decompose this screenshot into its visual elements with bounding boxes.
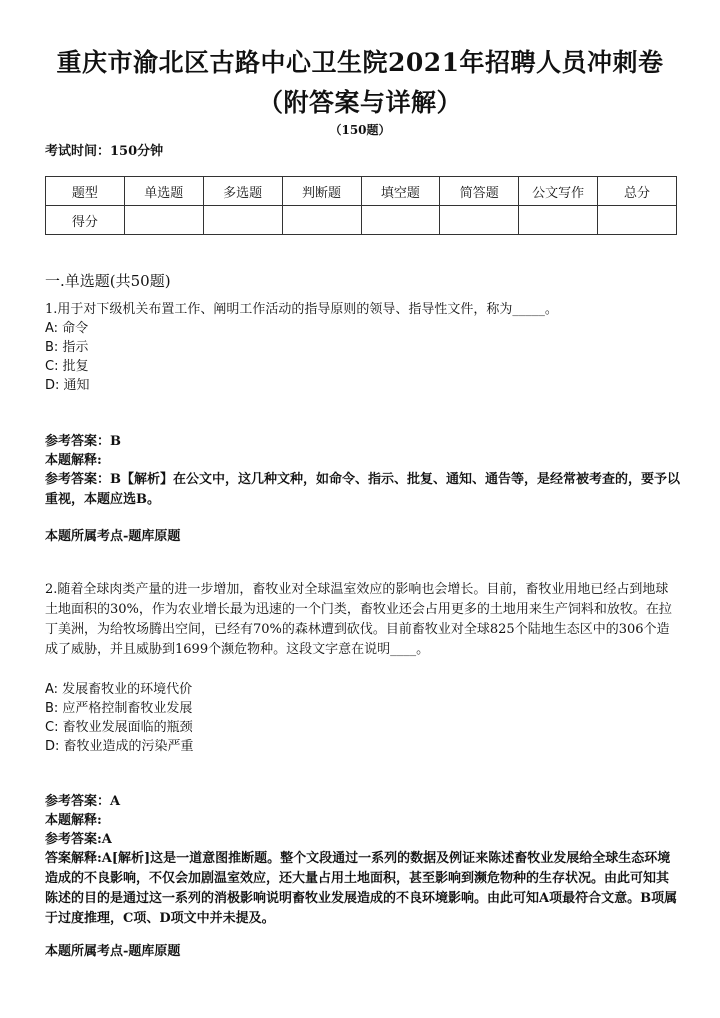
question-1-option-a[interactable]: A: 命令 [45,321,89,336]
score-input-cell[interactable] [519,206,598,235]
score-input-cell[interactable] [440,206,519,235]
question-1-stem: 1.用于对下级机关布置工作、阐明工作活动的指导原则的领导、指导性文件，称为_____。 [45,302,558,317]
question-2-stem: 2.随着全球肉类产量的进一步增加，畜牧业对全球温室效应的影响也会增长。目前，畜牧业用地已经占到地球土地面积的30%，作为农业增长最为迅速的一个门类，畜牧业还会占用更多的土地用来生产饲料和放牧。在拉丁美洲，为给牧场腾出空间，已经有70%的森林遭到砍伐。目前畜牧业对全球825个陆地生态区中的306个造成了威胁，并且威胁到1699个濒危物种。这段文字意在说明____。 [45,582,672,657]
question-2-option-a[interactable]: A: 发展畜牧业的环境代价 [45,682,193,697]
score-input-cell[interactable] [282,206,361,235]
score-input-cell[interactable] [598,206,677,235]
question-1-analysis: 参考答案：B【解析】在公文中，这几种文种，如命令、指示、批复、通知、通告等，是经常被考查的，要予以重视，本题应选B。 [45,472,680,507]
score-table-header-row [46,177,677,206]
question-2-option-d[interactable]: D: 畜牧业造成的污染严重 [45,739,194,754]
score-table-cell: 判断题 [282,177,361,206]
question-1-analysis-label: 本题解释: [45,453,102,468]
document-title-line2: （附答案与详解） [257,88,462,117]
score-table-score-row [46,206,677,235]
section-title: 一.单选题(共50题) [45,272,171,290]
question-2-option-b[interactable]: B: 应严格控制畜牧业发展 [45,701,193,716]
question-1-answer: 参考答案：B [45,434,121,449]
question-2-option-c[interactable]: C: 畜牧业发展面临的瓶颈 [45,720,193,735]
question-1-option-d[interactable]: D: 通知 [45,378,90,393]
score-input-cell[interactable] [361,206,440,235]
question-1-option-c[interactable]: C: 批复 [45,359,89,374]
score-table [45,176,677,235]
question-2-answer: 参考答案：A [45,794,121,809]
score-table-cell: 总分 [598,177,677,206]
score-table-cell: 填空题 [361,177,440,206]
question-1-option-b[interactable]: B: 指示 [45,340,89,355]
exam-time: 考试时间：150分钟 [45,144,164,159]
score-table-cell: 公文写作 [519,177,598,206]
question-2-source: 本题所属考点-题库原题 [45,944,181,959]
score-input-cell[interactable] [124,206,203,235]
document-title-line1: 重庆市渝北区古路中心卫生院2021年招聘人员冲刺卷 [56,48,664,77]
question-1-source: 本题所属考点-题库原题 [45,529,181,544]
score-table-cell: 简答题 [440,177,519,206]
score-input-cell[interactable] [203,206,282,235]
question-2-answer-repeat: 参考答案:A [45,832,112,847]
score-table-cell: 多选题 [203,177,282,206]
score-table-cell: 得分 [46,206,125,235]
question-2-analysis-label: 本题解释: [45,813,102,828]
score-table-cell: 题型 [46,177,125,206]
question-2-analysis: 答案解释:A[解析]这是一道意图推断题。整个文段通过一系列的数据及例证来陈述畜牧业发展给全球生态环境造成的不良影响，不仅会加剧温室效应，还大量占用土地面积，甚至影响到濒危物种的生存状况。由此可知其陈述的目的是通过这一系列的消极影响说明畜牧业发展造成的不良环境影响。由此可知A项最符合文意。B项属于过度推理，C项、D项文中并未提及。 [45,851,678,926]
score-table-cell: 单选题 [124,177,203,206]
question-count: （150题） [329,123,391,137]
